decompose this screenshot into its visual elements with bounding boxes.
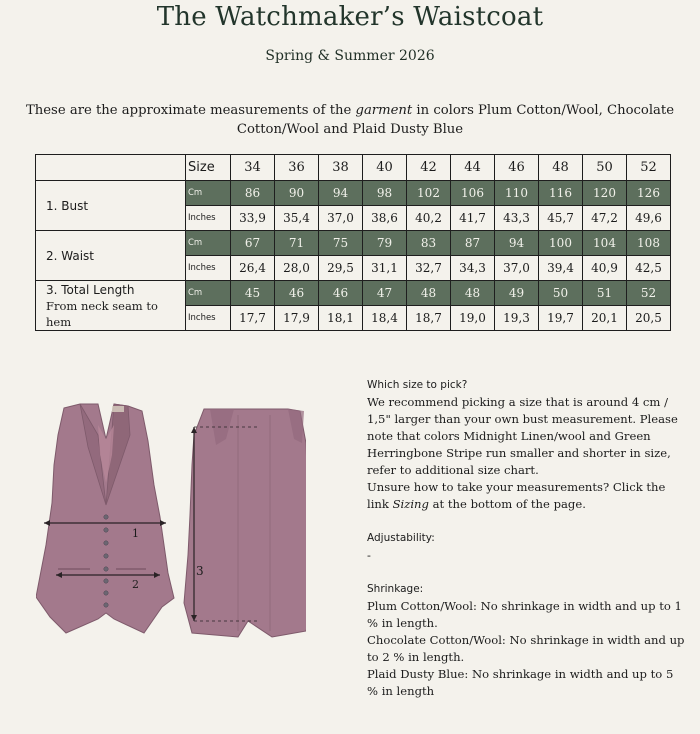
cm-value-cell: 98 — [363, 181, 407, 206]
sizing-link[interactable]: Sizing — [392, 497, 429, 511]
intro-after: in colors Plum Cotton/Wool, Chocolate Cotton/Wool and Plaid Dusty Blue — [236, 103, 675, 137]
cm-value-cell: 50 — [539, 281, 583, 306]
cm-value-cell: 94 — [319, 181, 363, 206]
inches-value-cell: 17,7 — [231, 306, 275, 331]
cm-value-cell: 49 — [495, 281, 539, 306]
size-header-cell: 38 — [319, 155, 363, 181]
measurement-label — [36, 231, 186, 281]
size-header-cell: 52 — [627, 155, 671, 181]
inches-value-cell: 31,1 — [363, 256, 407, 281]
measurement-row-cm — [36, 281, 671, 306]
size-header-cell: 34 — [231, 155, 275, 181]
inches-value-cell: 37,0 — [495, 256, 539, 281]
shrinkage-item: Plum Cotton/Wool: No shrinkage in width and up to 1 % in length. — [367, 599, 682, 630]
cm-value-cell: 102 — [407, 181, 451, 206]
marker-3: 3 — [196, 564, 204, 578]
cm-value-cell: 86 — [231, 181, 275, 206]
inches-value-cell: 28,0 — [275, 256, 319, 281]
inches-value-cell: 33,9 — [231, 206, 275, 231]
shrinkage-item: Plaid Dusty Blue: No shrinkage in width and up to 5 % in length — [367, 667, 674, 698]
size-header-cell: 40 — [363, 155, 407, 181]
intro-text — [22, 101, 678, 139]
inches-value-cell: 17,9 — [275, 306, 319, 331]
size-heading: Which size to pick? — [367, 379, 468, 391]
cm-value-cell: 79 — [363, 231, 407, 256]
inches-value-cell: 19,7 — [539, 306, 583, 331]
measure-before: Unsure how to take your measurements? Click the link — [367, 480, 666, 511]
size-advice-text: We recommend picking a size that is around 4 cm / 1,5" larger than your own bust measurement. Please note that colors Midnight Linen/wool and Green Herringbone Stripe run smaller and shorter in size, refer to additional size chart. — [367, 395, 678, 477]
measurement-name: 3. Total Length — [46, 282, 135, 297]
measurement-row-cm — [36, 181, 671, 206]
unit-cm-label: Cm — [186, 281, 231, 306]
measurement-label — [36, 181, 186, 231]
intro-italic: garment — [355, 103, 413, 118]
inches-value-cell: 19,0 — [451, 306, 495, 331]
cm-value-cell: 110 — [495, 181, 539, 206]
inches-value-cell: 20,1 — [583, 306, 627, 331]
measurement-name: 1. Bust — [46, 198, 89, 213]
size-header-cell: 50 — [583, 155, 627, 181]
inches-value-cell: 41,7 — [451, 206, 495, 231]
cm-value-cell: 100 — [539, 231, 583, 256]
intro-before: These are the approximate measurements of the — [25, 103, 356, 118]
size-header-cell: 36 — [275, 155, 319, 181]
cm-value-cell: 90 — [275, 181, 319, 206]
cm-value-cell: 51 — [583, 281, 627, 306]
marker-1: 1 — [132, 527, 139, 540]
adjustability-heading: Adjustability: — [367, 532, 435, 544]
inches-value-cell: 39,4 — [539, 256, 583, 281]
adjustability-text: - — [367, 548, 371, 562]
cm-value-cell: 45 — [231, 281, 275, 306]
inches-value-cell: 37,0 — [319, 206, 363, 231]
measure-text — [367, 479, 687, 513]
inches-value-cell: 49,6 — [627, 206, 671, 231]
cm-value-cell: 48 — [451, 281, 495, 306]
inches-value-cell: 43,3 — [495, 206, 539, 231]
inches-value-cell: 40,2 — [407, 206, 451, 231]
inches-value-cell: 29,5 — [319, 256, 363, 281]
inches-value-cell: 47,2 — [583, 206, 627, 231]
inches-value-cell: 20,5 — [627, 306, 671, 331]
measurement-name: 2. Waist — [46, 248, 95, 263]
inches-value-cell: 42,5 — [627, 256, 671, 281]
unit-inches-label: Inches — [186, 256, 231, 281]
waistcoat-measurement-illustration — [36, 395, 306, 645]
season-subtitle: Spring & Summer 2026 — [265, 48, 435, 64]
page-title: The Watchmaker’s Waistcoat — [156, 2, 544, 32]
shrinkage-item: Chocolate Cotton/Wool: No shrinkage in width and up to 2 % in length. — [367, 633, 685, 664]
inches-value-cell: 35,4 — [275, 206, 319, 231]
inches-value-cell: 18,7 — [407, 306, 451, 331]
header-blank-cell — [36, 155, 186, 181]
size-header-cell: 48 — [539, 155, 583, 181]
inches-value-cell: 38,6 — [363, 206, 407, 231]
inches-value-cell: 18,1 — [319, 306, 363, 331]
size-header-cell: 44 — [451, 155, 495, 181]
inches-value-cell: 18,4 — [363, 306, 407, 331]
unit-inches-label: Inches — [186, 306, 231, 331]
measure-after: at the bottom of the page. — [428, 497, 586, 511]
measurement-sublabel: From neck seam to hem — [46, 298, 158, 329]
unit-cm-label: Cm — [186, 181, 231, 206]
cm-value-cell: 120 — [583, 181, 627, 206]
cm-value-cell: 94 — [495, 231, 539, 256]
cm-value-cell: 71 — [275, 231, 319, 256]
cm-value-cell: 87 — [451, 231, 495, 256]
cm-value-cell: 46 — [275, 281, 319, 306]
size-header-cell: 46 — [495, 155, 539, 181]
cm-value-cell: 47 — [363, 281, 407, 306]
size-header-row — [36, 155, 671, 181]
cm-value-cell: 106 — [451, 181, 495, 206]
inches-value-cell: 45,7 — [539, 206, 583, 231]
size-chart-table — [35, 154, 671, 331]
size-info-panel — [367, 377, 687, 700]
cm-value-cell: 75 — [319, 231, 363, 256]
measurement-label — [36, 281, 186, 331]
marker-2: 2 — [132, 578, 139, 591]
inches-value-cell: 32,7 — [407, 256, 451, 281]
inches-value-cell: 34,3 — [451, 256, 495, 281]
inches-value-cell: 26,4 — [231, 256, 275, 281]
cm-value-cell: 67 — [231, 231, 275, 256]
inches-value-cell: 19,3 — [495, 306, 539, 331]
cm-value-cell: 108 — [627, 231, 671, 256]
cm-value-cell: 52 — [627, 281, 671, 306]
vest-back — [184, 409, 306, 637]
shrinkage-heading: Shrinkage: — [367, 583, 424, 595]
cm-value-cell: 126 — [627, 181, 671, 206]
cm-value-cell: 48 — [407, 281, 451, 306]
size-header-cell: 42 — [407, 155, 451, 181]
cm-value-cell: 83 — [407, 231, 451, 256]
cm-value-cell: 116 — [539, 181, 583, 206]
unit-inches-label: Inches — [186, 206, 231, 231]
size-header-label: Size — [186, 155, 231, 181]
inches-value-cell: 40,9 — [583, 256, 627, 281]
cm-value-cell: 46 — [319, 281, 363, 306]
cm-value-cell: 104 — [583, 231, 627, 256]
measurement-row-cm — [36, 231, 671, 256]
unit-cm-label: Cm — [186, 231, 231, 256]
